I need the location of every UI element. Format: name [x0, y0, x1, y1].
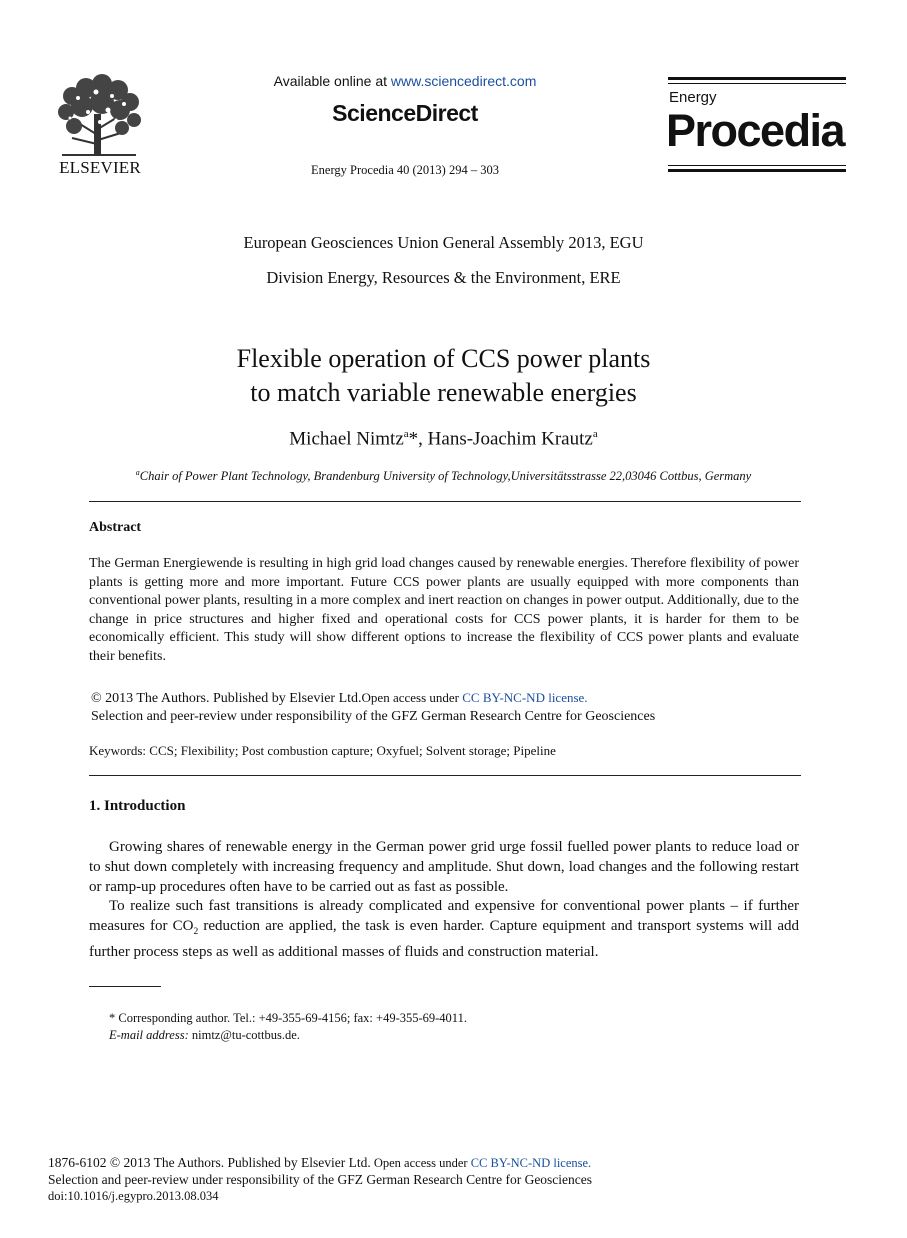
license-link[interactable]: CC BY-NC-ND license. — [470, 1156, 592, 1170]
author-list — [0, 428, 887, 450]
brand-rule — [668, 83, 846, 84]
paper-title-line-1: Flexible operation of CCS power plants — [236, 344, 651, 373]
paragraph: Growing shares of renewable energy in the German power grid urge fossil fuelled power plants to reduce load or to shut down completely with increasing frequency and amplitude. Shut down, load changes and the following restart or ramp-up procedures often have to be carried out as fast as possible. — [89, 839, 799, 895]
email-address[interactable]: nimtz@tu-cottbus.de. — [188, 1028, 300, 1042]
affiliation-mark: a — [592, 428, 598, 440]
section-divider — [89, 775, 801, 776]
copyright-notice: © 2013 The Authors. Published by Elsevier Ltd.Open access under CC BY-NC-ND license. Selection and peer-review under responsibility of the GFZ German Research Centre for Geosciences — [91, 690, 656, 724]
journal-brand-top: Energy — [669, 89, 717, 106]
conference-line-2: Division Energy, Resources & the Environment, ERE — [266, 268, 621, 287]
corresponding-mark: *, — [408, 428, 428, 450]
email-footnote: E-mail address: nimtz@tu-cottbus.de. — [109, 1028, 300, 1042]
keywords: Keywords: CCS; Flexibility; Post combustion capture; Oxyfuel; Solvent storage; Pipeline — [89, 743, 556, 758]
license-link[interactable]: CC BY-NC-ND license. — [462, 690, 588, 705]
section-divider — [89, 501, 801, 502]
brand-rule — [668, 169, 846, 172]
page-footer: 1876-6102 © 2013 The Authors. Published by Elsevier Ltd. Open access under CC BY-NC-ND license. Selection and peer-review under responsibility of the GFZ German Research Centre for Geosciences doi:10.1016/j.egypro.2013.08.034 — [48, 1155, 868, 1205]
available-online: Available online at www.sciencedirect.com — [273, 73, 537, 89]
journal-brand-main: Procedia — [666, 105, 845, 156]
author-name: Michael Nimtz — [289, 428, 404, 450]
affiliation: $^a$Chair of Power Plant Technology, Brandenburg University of Technology,Universitätsstrasse 22,03046 Cottbus, Germany — [135, 468, 752, 484]
abstract-text: The German Energiewende is resulting in high grid load changes caused by renewable energies. Therefore flexibility of power plants is getting more and more important. Future CCS power plants are usually equipped with more components than conventional power plants, resulting in a more complex and inert reaction on changes in power output. Additionally, due to the change in price structures and higher fixed and operational costs for CCS power plants, it is harder for them to be economically efficient. This study will show different options to increase the flexibility of CCS power plants and evaluate their benefits. — [89, 556, 799, 664]
sciencedirect-link[interactable]: www.sciencedirect.com — [390, 73, 537, 89]
paragraph: To realize such fast transitions is already complicated and expensive for conventional power plants – if further measures for $CO_2$ reduction are applied, the task is even harder. Capture equipment and transport systems will add further process steps as well as additional masses of fluids and construction material. — [89, 898, 799, 960]
doi[interactable]: doi:10.1016/j.egypro.2013.08.034 — [48, 1189, 219, 1203]
introduction-heading: 1. Introduction — [89, 798, 186, 814]
brand-rule — [668, 165, 846, 166]
journal-reference: Energy Procedia 40 (2013) 294 – 303 — [311, 163, 499, 177]
affiliation-mark: a — [403, 428, 409, 440]
author-name: Hans-Joachim Krautz — [427, 428, 593, 450]
footnote-divider — [89, 986, 161, 987]
affiliation-mark: a — [135, 468, 140, 477]
introduction-text — [89, 838, 799, 963]
publisher-name: ELSEVIER — [59, 158, 141, 177]
abstract-heading: Abstract — [89, 520, 142, 535]
brand-rule — [668, 77, 846, 80]
sciencedirect-logo: ScienceDirect — [332, 100, 478, 126]
corresponding-author-footnote: * Corresponding author. Tel.: +49-355-69-4156; fax: +49-355-69-4011. — [109, 1011, 467, 1025]
paper-title-line-2: to match variable renewable energies — [250, 378, 637, 407]
conference-line-1: European Geosciences Union General Assembly 2013, EGU — [243, 233, 644, 252]
